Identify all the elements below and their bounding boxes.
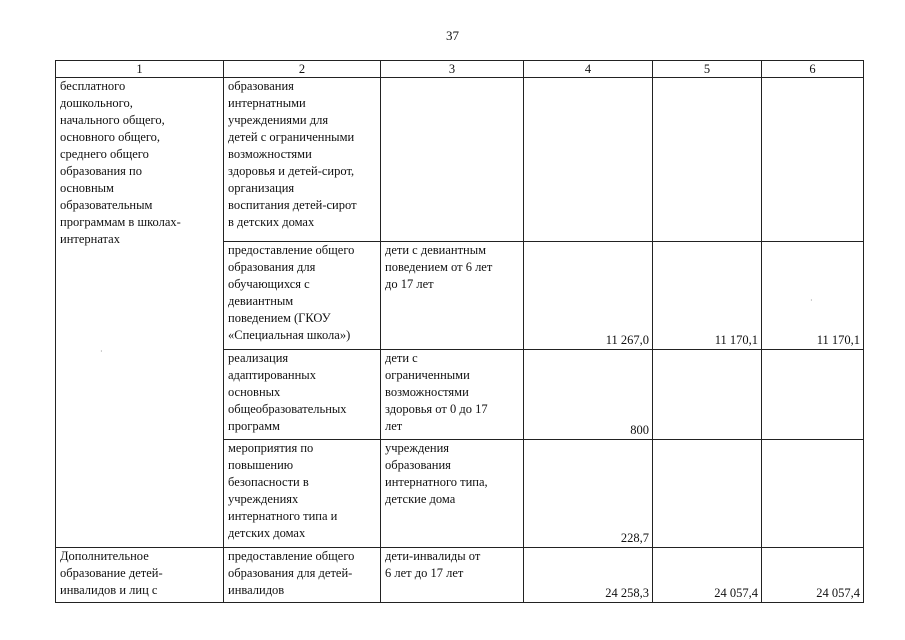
value-cell: 800: [524, 350, 653, 440]
section-title: бесплатного дошкольного, начального общего, основного общего, среднего общего образования по основным образовательным программам в школах- интернатах: [60, 79, 181, 246]
measure-cell: мероприятия по повышению безопасности в учреждениях интернатного типа и детских домах: [224, 440, 381, 548]
value-cell: [762, 78, 864, 242]
value-cell: 24 057,4: [653, 548, 762, 603]
section-title-cell: [56, 78, 224, 548]
recipient-cell: [381, 78, 524, 242]
value-cell: 24 258,3: [524, 548, 653, 603]
section-title: Дополнительное образование детей- инвалидов и лиц с: [60, 549, 163, 597]
header-cell: 1: [56, 61, 224, 78]
measure-cell: образования интернатными учреждениями для детей с ограниченными возможностями здоровья и детей-сирот, организация воспитания детей-сирот в детских домах: [224, 78, 381, 242]
table-row: [56, 548, 864, 603]
table-header-row: [56, 61, 864, 78]
scan-dot: ·: [810, 296, 813, 305]
value-cell: 24 057,4: [762, 548, 864, 603]
value-cell: [653, 440, 762, 548]
header-cell: 2: [224, 61, 381, 78]
recipient-cell: учреждения образования интернатного типа, детские дома: [381, 440, 524, 548]
page-number: 37: [446, 28, 459, 43]
recipient-cell: дети с девиантным поведением от 6 лет до 17 лет: [381, 242, 524, 350]
budget-table: [55, 60, 864, 603]
measure-cell: реализация адаптированных основных общеобразовательных программ: [224, 350, 381, 440]
value-cell: 11 267,0: [524, 242, 653, 350]
value-cell: 228,7: [524, 440, 653, 548]
value-cell: [524, 78, 653, 242]
value-cell: 11 170,1: [653, 242, 762, 350]
section-title-cell: [56, 548, 224, 603]
header-cell: 3: [381, 61, 524, 78]
value-cell: [762, 350, 864, 440]
measure-cell: предоставление общего образования для детей- инвалидов: [224, 548, 381, 603]
value-cell: 11 170,1: [762, 242, 864, 350]
header-cell: 6: [762, 61, 864, 78]
recipient-cell: дети с ограниченными возможностями здоровья от 0 до 17 лет: [381, 350, 524, 440]
header-cell: 5: [653, 61, 762, 78]
value-cell: [762, 440, 864, 548]
measure-cell: предоставление общего образования для обучающихся с девиантным поведением (ГКОУ «Специальная школа»): [224, 242, 381, 350]
value-cell: [653, 350, 762, 440]
value-cell: [653, 78, 762, 242]
scan-dot: ·: [100, 347, 103, 356]
recipient-cell: дети-инвалиды от 6 лет до 17 лет: [381, 548, 524, 603]
table-row: [56, 78, 864, 242]
header-cell: 4: [524, 61, 653, 78]
